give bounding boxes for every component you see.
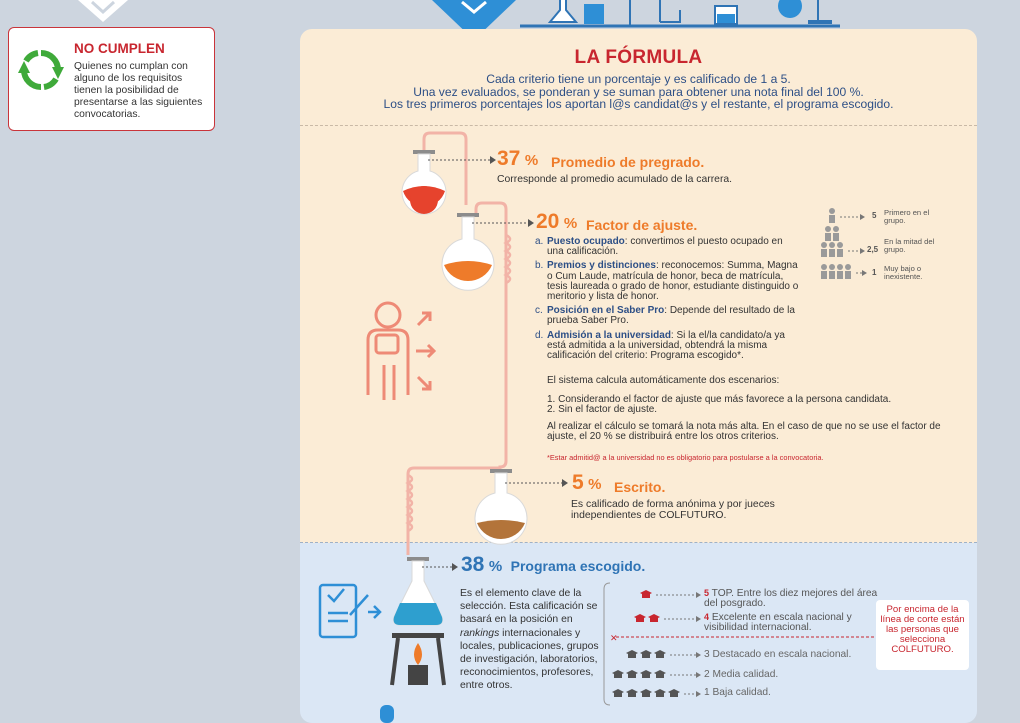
quality-label: Baja calidad. [712, 687, 771, 698]
list-item [535, 237, 801, 257]
percent-symbol: % [524, 152, 539, 169]
criterion-2-name: Factor de ajuste. [586, 217, 698, 233]
criterion-1-description: Corresponde al promedio acumulado de la carrera. [497, 174, 733, 185]
criterion-4-name: Programa escogido. [510, 558, 646, 574]
no-cumplen-card [8, 27, 215, 131]
item-label: Admisión a la universidad [547, 329, 671, 341]
percent-symbol: % [488, 558, 503, 575]
criterion-3-description: Es calificado de forma anónima y por jueces independientes de COLFUTURO. [571, 499, 775, 521]
list-item [535, 331, 801, 362]
rank-score: 2,5 [867, 245, 879, 254]
item-letter: b. [535, 260, 544, 272]
quality-score: 4 [704, 612, 710, 622]
percentage-value: 5 [572, 471, 584, 494]
quality-row [704, 688, 771, 698]
quality-label: Destacado en escala nacional. [712, 649, 852, 660]
criterion-3-name: Escrito. [614, 479, 666, 495]
adjustment-factor-list [535, 237, 801, 365]
no-cumplen-text: Quienes no cumplan con alguno de los requisitos tienen la posibilidad de presentarse a las siguientes convocatorias. [74, 61, 203, 120]
quality-score: 5 [704, 588, 710, 598]
quality-row [704, 588, 884, 609]
criterion-4-percentage [461, 553, 502, 577]
item-letter: d. [535, 329, 544, 341]
list-item [535, 306, 801, 326]
rank-label: Muy bajo o inexistente. [884, 264, 923, 281]
scenario-item: 2. Sin el factor de ajuste. [547, 404, 658, 415]
percent-symbol: % [563, 215, 578, 232]
item-text: : Depende del resultado de la prueba Saber Pro. [547, 305, 795, 327]
criterion-2-percentage [536, 210, 577, 234]
item-letter: a. [535, 236, 544, 247]
desc-part: Es el elemento clave de la selección. Esta calificación se basará en la posición en [460, 588, 598, 626]
criterion-1-percentage [497, 147, 538, 171]
formula-intro [300, 73, 977, 111]
scenarios-intro: El sistema calcula automáticamente dos escenarios: [547, 375, 780, 386]
item-label: Puesto ocupado [547, 236, 625, 247]
no-cumplen-title: NO CUMPLEN [74, 41, 165, 56]
cut-line-x-icon: ✕ [610, 633, 618, 643]
percentage-value: 38 [461, 553, 485, 576]
scenario-note: Al realizar el cálculo se tomará la nota más alta. En el caso de que no se use el factor de ajuste, el 20 % se distribuirá entre los otros criterios. [547, 421, 941, 442]
quality-row [704, 650, 851, 660]
quality-row [704, 670, 778, 680]
intro-line: Los tres primeros porcentajes los aportan l@s candidat@s y el restante, el programa escogido. [383, 97, 894, 111]
scenario-item: 1. Considerando el factor de ajuste que más favorece a la persona candidata. [547, 394, 892, 405]
intro-line: Una vez evaluados, se ponderan y se suman para obtener una nota final del 100 %. [413, 84, 864, 99]
rank-score: 1 [872, 268, 877, 277]
scenarios-list [547, 395, 947, 415]
desc-part: internacionales y locales, publicaciones, grupos de investigación, laboratorios, reconocimientos, profesores, entre otros. [460, 627, 599, 692]
quality-score: 3 [704, 649, 710, 660]
footnote: *Estar admitid@ a la universidad no es obligatorio para postularse a la convocatoria. [547, 453, 824, 462]
intro-line: Cada criterio tiene un porcentaje y es calificado de 1 a 5. [486, 72, 791, 86]
quality-label: Media calidad. [712, 669, 779, 680]
percentage-value: 37 [497, 147, 521, 170]
criterion-4-heading [461, 553, 645, 577]
cut-line-note: Por encima de la línea de corte están las personas que selecciona COLFUTURO. [876, 600, 969, 670]
item-letter: c. [535, 305, 543, 317]
criterion-1-name: Promedio de pregrado. [551, 154, 705, 170]
recycle-arrows-icon [18, 47, 64, 93]
lab-equipment-icon [520, 0, 840, 28]
rank-label: Primero en el grupo. [884, 208, 930, 225]
quality-label: TOP. Entre los diez mejores del área del posgrado. [704, 588, 878, 609]
chevron-down-icon [78, 0, 128, 22]
quality-score: 1 [704, 687, 710, 698]
rank-label: En la mitad del grupo. [884, 237, 935, 254]
criterion-4-description [460, 587, 600, 693]
list-item [535, 261, 801, 302]
desc-emphasis: rankings [460, 627, 500, 639]
criterion-3-percentage [572, 471, 601, 495]
quality-row [704, 612, 879, 633]
quality-score: 2 [704, 669, 710, 680]
item-label: Posición en el Saber Pro [547, 305, 665, 317]
percent-symbol: % [588, 476, 602, 493]
item-text: : convertimos el puesto ocupado en una calificación. [547, 236, 783, 258]
item-label: Premios y distinciones [547, 260, 656, 272]
formula-title: LA FÓRMULA [574, 47, 703, 68]
item-text: : reconocemos: Summa, Magna o Cum Laude, matrícula de honor, beca de matrícula, tesis laureada o grado de honor, estudiante distinguido o meritorio y lista de honor. [547, 260, 799, 303]
rank-scale [820, 207, 960, 287]
percentage-value: 20 [536, 210, 560, 233]
people-pyramid-icon [820, 207, 890, 283]
rank-score: 5 [872, 211, 877, 220]
quality-label: Excelente en escala nacional y visibilidad internacional. [704, 612, 852, 633]
item-text: : Si la el/la candidato/a ya está admitida a la universidad, obtendrá la misma calificación del criterio: Programa escogido*. [547, 329, 785, 362]
